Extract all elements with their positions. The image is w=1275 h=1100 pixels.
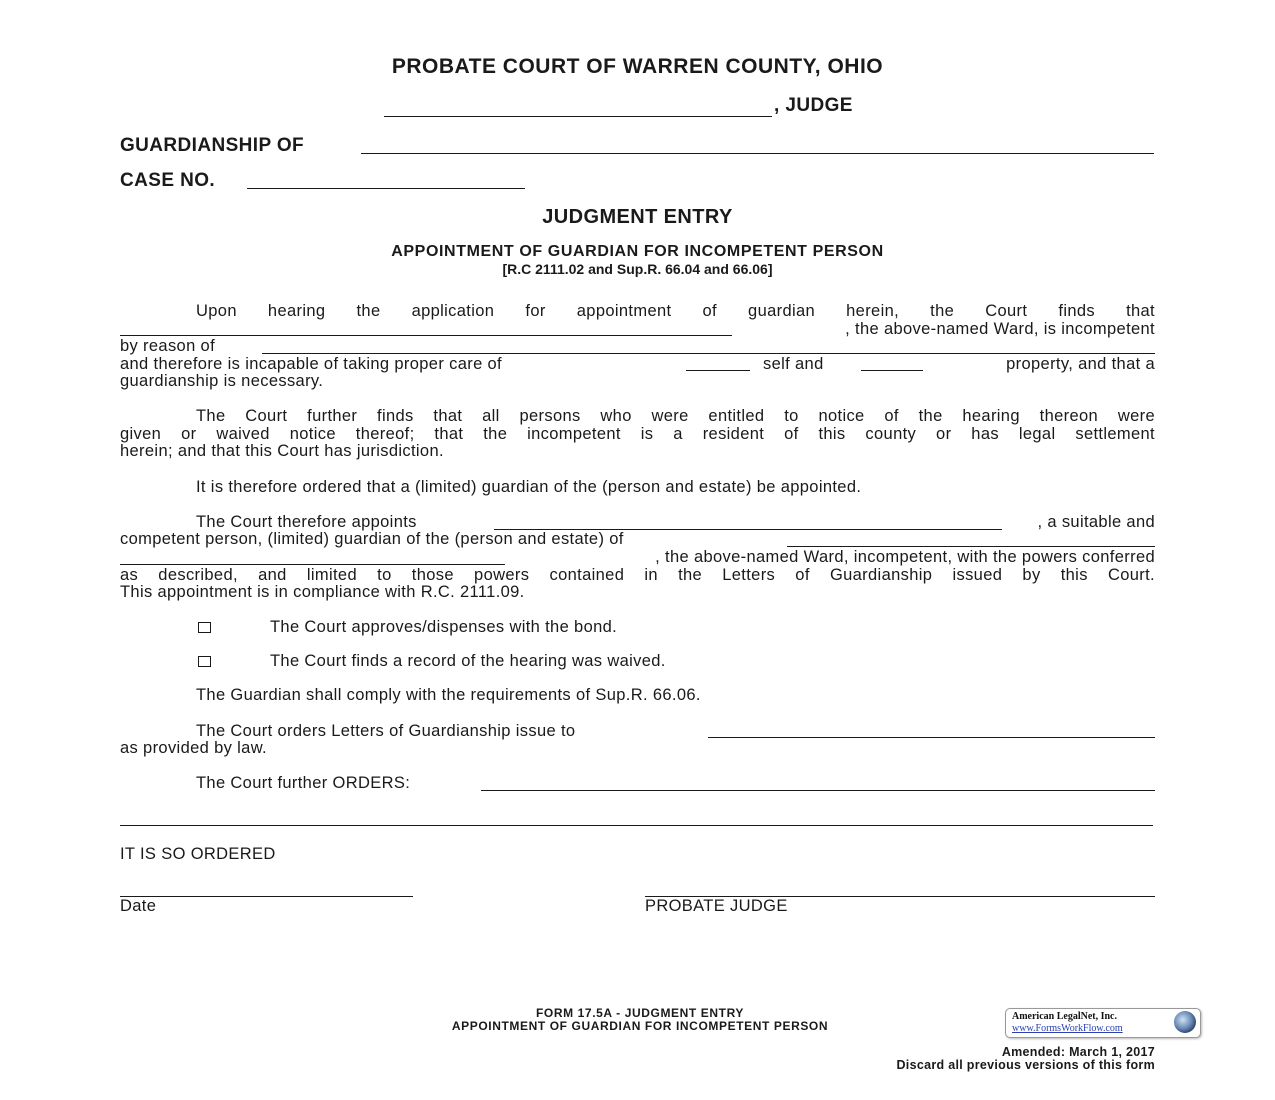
para4-line2-prefix: competent person, (limited) guardian of the (person and estate) of — [120, 530, 624, 548]
bond-checkbox-label: The Court approves/dispenses with the bond. — [270, 618, 618, 636]
further-orders-field-1[interactable] — [481, 790, 1155, 791]
para4-line5: This appointment is in compliance with R.C. 2111.09. — [120, 583, 525, 601]
discard-notice: Discard all previous versions of this form — [896, 1058, 1155, 1072]
para2-line1: The Court further finds that all persons who were entitled to notice of the hearing thereon were — [196, 407, 1155, 425]
para3: It is therefore ordered that a (limited) guardian of the (person and estate) be appointed. — [196, 478, 862, 496]
logo-company: American LegalNet, Inc. — [1012, 1011, 1117, 1022]
para6-line2: as provided by law. — [120, 739, 267, 757]
ward-name-field-2[interactable] — [120, 335, 732, 336]
date-label: Date — [120, 897, 157, 915]
reason-field[interactable] — [262, 353, 1155, 354]
para6-line1-prefix: The Court orders Letters of Guardianship issue to — [196, 722, 576, 740]
para7-prefix: The Court further ORDERS: — [196, 774, 411, 792]
american-legalnet-logo[interactable] — [1005, 1008, 1201, 1038]
globe-icon — [1174, 1011, 1196, 1033]
form-title: APPOINTMENT OF GUARDIAN FOR INCOMPETENT PERSON — [451, 1019, 829, 1033]
court-name: PROBATE COURT OF WARREN COUNTY, OHIO — [391, 55, 884, 78]
document-subtitle: APPOINTMENT OF GUARDIAN FOR INCOMPETENT PERSON — [391, 243, 884, 260]
para1-line5: guardianship is necessary. — [120, 372, 324, 390]
para1-line3-prefix: by reason of — [120, 337, 216, 355]
para1-line4-c: property, and that a — [1006, 355, 1155, 373]
para5: The Guardian shall comply with the requirements of Sup.R. 66.06. — [196, 686, 701, 704]
para4-line1-prefix: The Court therefore appoints — [196, 513, 417, 531]
amended-date: Amended: March 1, 2017 — [1001, 1045, 1155, 1059]
further-orders-field-2[interactable] — [120, 825, 1153, 826]
hearing-record-checkbox[interactable] — [198, 656, 211, 667]
property-pronoun-field[interactable] — [861, 370, 923, 371]
para1-line1: Upon hearing the application for appointment of guardian herein, the Court finds that — [196, 302, 1155, 320]
para4-line1-suffix: , a suitable and — [1037, 513, 1155, 531]
para1-line4-b: self and — [763, 355, 824, 373]
document-title: JUDGMENT ENTRY — [542, 206, 733, 228]
guardianship-label: GUARDIANSHIP OF — [120, 135, 305, 156]
ward-name-field-3a[interactable] — [787, 546, 1155, 547]
judge-suffix: , JUDGE — [774, 95, 853, 116]
hearing-record-checkbox-label: The Court finds a record of the hearing was waived. — [270, 652, 666, 670]
statute-citation: [R.C 2111.02 and Sup.R. 66.04 and 66.06] — [502, 261, 773, 277]
so-ordered: IT IS SO ORDERED — [120, 845, 276, 863]
ward-name-field-3b[interactable] — [120, 564, 505, 565]
para4-line4: as described, and limited to those powers contained in the Letters of Guardianship issued by this Court. — [120, 566, 1155, 584]
judge-name-field[interactable] — [384, 116, 772, 117]
case-number-field[interactable] — [247, 188, 525, 189]
case-no-label: CASE NO. — [120, 170, 216, 191]
para2-line3: herein; and that this Court has jurisdiction. — [120, 442, 444, 460]
para1-line4-a: and therefore is incapable of taking proper care of — [120, 355, 502, 373]
logo-url-link[interactable]: www.FormsWorkFlow.com — [1012, 1023, 1123, 1034]
para4-line3-suffix: , the above-named Ward, incompetent, with the powers conferred — [655, 548, 1155, 566]
letters-issue-to-field[interactable] — [708, 737, 1155, 738]
date-field[interactable] — [120, 896, 413, 897]
para2-line2: given or waived notice thereof; that the incompetent is a resident of this county or has legal settlement — [120, 425, 1155, 443]
ward-name-field[interactable] — [361, 153, 1154, 154]
self-pronoun-field[interactable] — [686, 370, 750, 371]
bond-checkbox[interactable] — [198, 622, 211, 633]
probate-judge-label: PROBATE JUDGE — [645, 897, 788, 915]
form-number: FORM 17.5A - JUDGMENT ENTRY — [536, 1006, 744, 1020]
para1-line2-suffix: , the above-named Ward, is incompetent — [845, 320, 1155, 338]
